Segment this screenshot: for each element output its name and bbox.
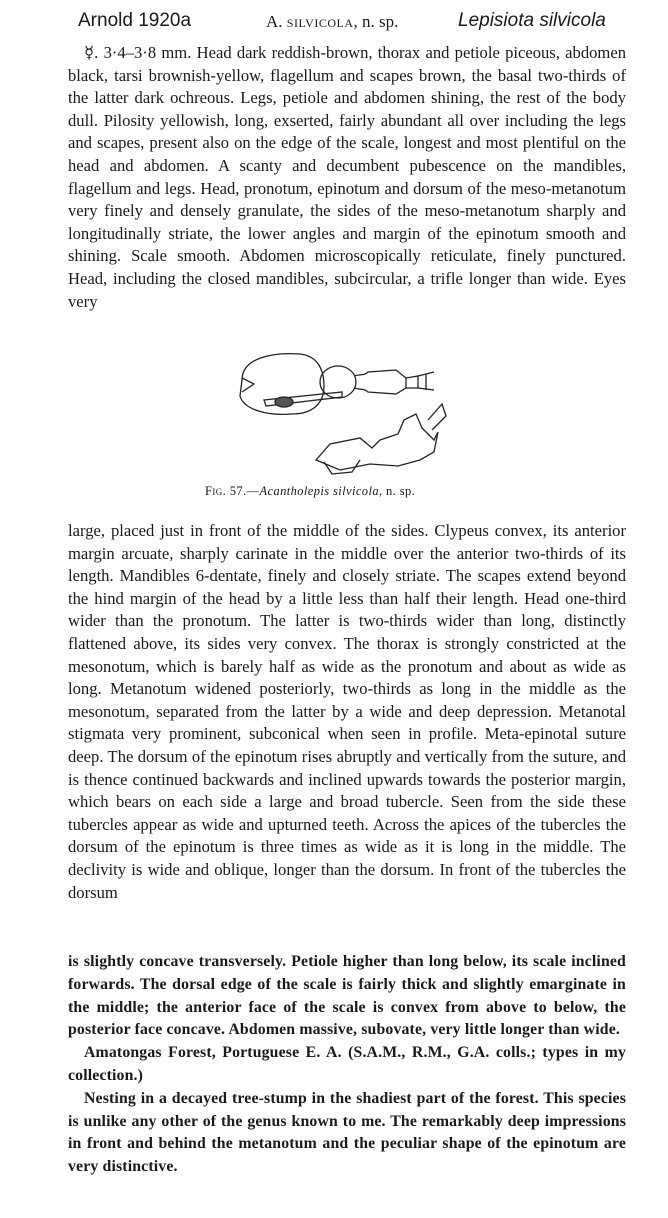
ant-figure (220, 348, 470, 478)
caption-dash: — (246, 484, 260, 498)
description-paragraph-3: is slightly concave transversely. Petiole higher than long below, its scale inclined forwards. The dorsal edge of the scale is fairly thick and slightly emarginate in the middle; the anterior face of the scale is convex from above to below, the posterior face concave. Abdomen massive, subovate, very little longer than wide. (68, 953, 626, 1039)
citation-label: Arnold 1920a (78, 10, 192, 31)
running-head (266, 12, 398, 32)
running-head-genus: A. (266, 12, 283, 31)
petiole-outline (406, 376, 418, 388)
notes-paragraph: Nesting in a decayed tree-stump in the shadiest part of the forest. This species is unlike any other of the genus known to me. The remarkably deep impressions in front and behind the metanotum and the peculiar shape of the epinotum are very distinctive. (68, 1089, 626, 1176)
figure-species-name: Acantholepis silvicola (259, 484, 379, 498)
description-block-middle (68, 520, 626, 904)
locality-paragraph: Amatongas Forest, Portuguese E. A. (S.A.M., R.M., G.A. colls.; types in my collection.) (68, 1044, 626, 1084)
description-block-top (68, 42, 626, 313)
page-header (0, 10, 668, 40)
lateral-thorax-outline (316, 414, 438, 470)
description-block-bottom (68, 951, 626, 1179)
description-paragraph-2: large, placed just in front of the middle of the sides. Clypeus convex, its anterior margin arcuate, sharply carinate in the middle over the anterior two-thirds of its length. Mandibles 6-dentate, finely and closely striate. The scapes extend beyond the hind margin of the head by a little less than half their length. Head one-third wider than the pronotum. The latter is two-thirds wider than long, distinctly flattened above, its sides very convex. The thorax is strongly constricted at the mesonotum, which is barely half as wide as the pronotum and about as wide as long. Metanotum widened posteriorly, two-thirds as long in the middle as the mesonotum, separated from the latter by a wide and deep depression. Metanotal stigmata very prominent, subconical when seen in profile. Meta-epinotal suture deep. The dorsum of the epinotum rises abruptly and vertically from the suture, and is thence continued backwards and inclined upwards towards the posterior margin, which bears on each side a large and broad tubercle. Seen from the side these tubercles appear as wide and upturned teeth. Across the apices of the tubercles the dorsum of the epinotum is three times as wide as it is long in the middle. The declivity is wide and oblique, longer than the dorsum. In front of the tubercles the dorsum (68, 521, 626, 902)
running-head-species: silvicola (286, 12, 354, 31)
dorsal-view-drawing (240, 354, 434, 415)
figure-number: Fig. 57. (205, 484, 247, 498)
abdomen-stub (418, 372, 434, 390)
caption-suffix: , n. sp. (378, 484, 416, 498)
lateral-coxa (324, 460, 360, 474)
running-head-suffix: , n. sp. (353, 12, 399, 31)
lateral-view-drawing (316, 404, 446, 474)
mandible-outline (242, 378, 254, 392)
mesonotum-outline (354, 370, 406, 394)
description-paragraph-1: ☿. 3·4–3·8 mm. Head dark reddish-brown, thorax and petiole piceous, abdomen black, tarsi brownish-yellow, flagellum and scapes brown, the basal two-thirds of the latter dark ochreous. Legs, petiole and abdomen shining, the rest of the body dull. Pilosity yellowish, long, exserted, fairly abundant all over including the legs and scapes, present also on the edge of the scale, longest and most plentiful on the head and abdomen. A scanty and decumbent pubescence on the mandibles, flagellum and legs. Head, pronotum, epinotum and dorsum of the meso-metanotum very finely and densely granulate, the sides of the meso-metanotum sharply and longitudinally striate, the lower angles and margin of the epinotum smooth and shining. Scale smooth. Abdomen microscopically reticulate, finely punctured. Head, including the closed mandibles, subcircular, a trifle longer than wide. Eyes very (68, 43, 626, 311)
lateral-spine (428, 404, 446, 430)
pronotum-outline (320, 366, 356, 398)
eye-shape (275, 397, 293, 407)
figure-caption (205, 484, 415, 499)
current-name-label: Lepisiota silvicola (458, 10, 606, 31)
